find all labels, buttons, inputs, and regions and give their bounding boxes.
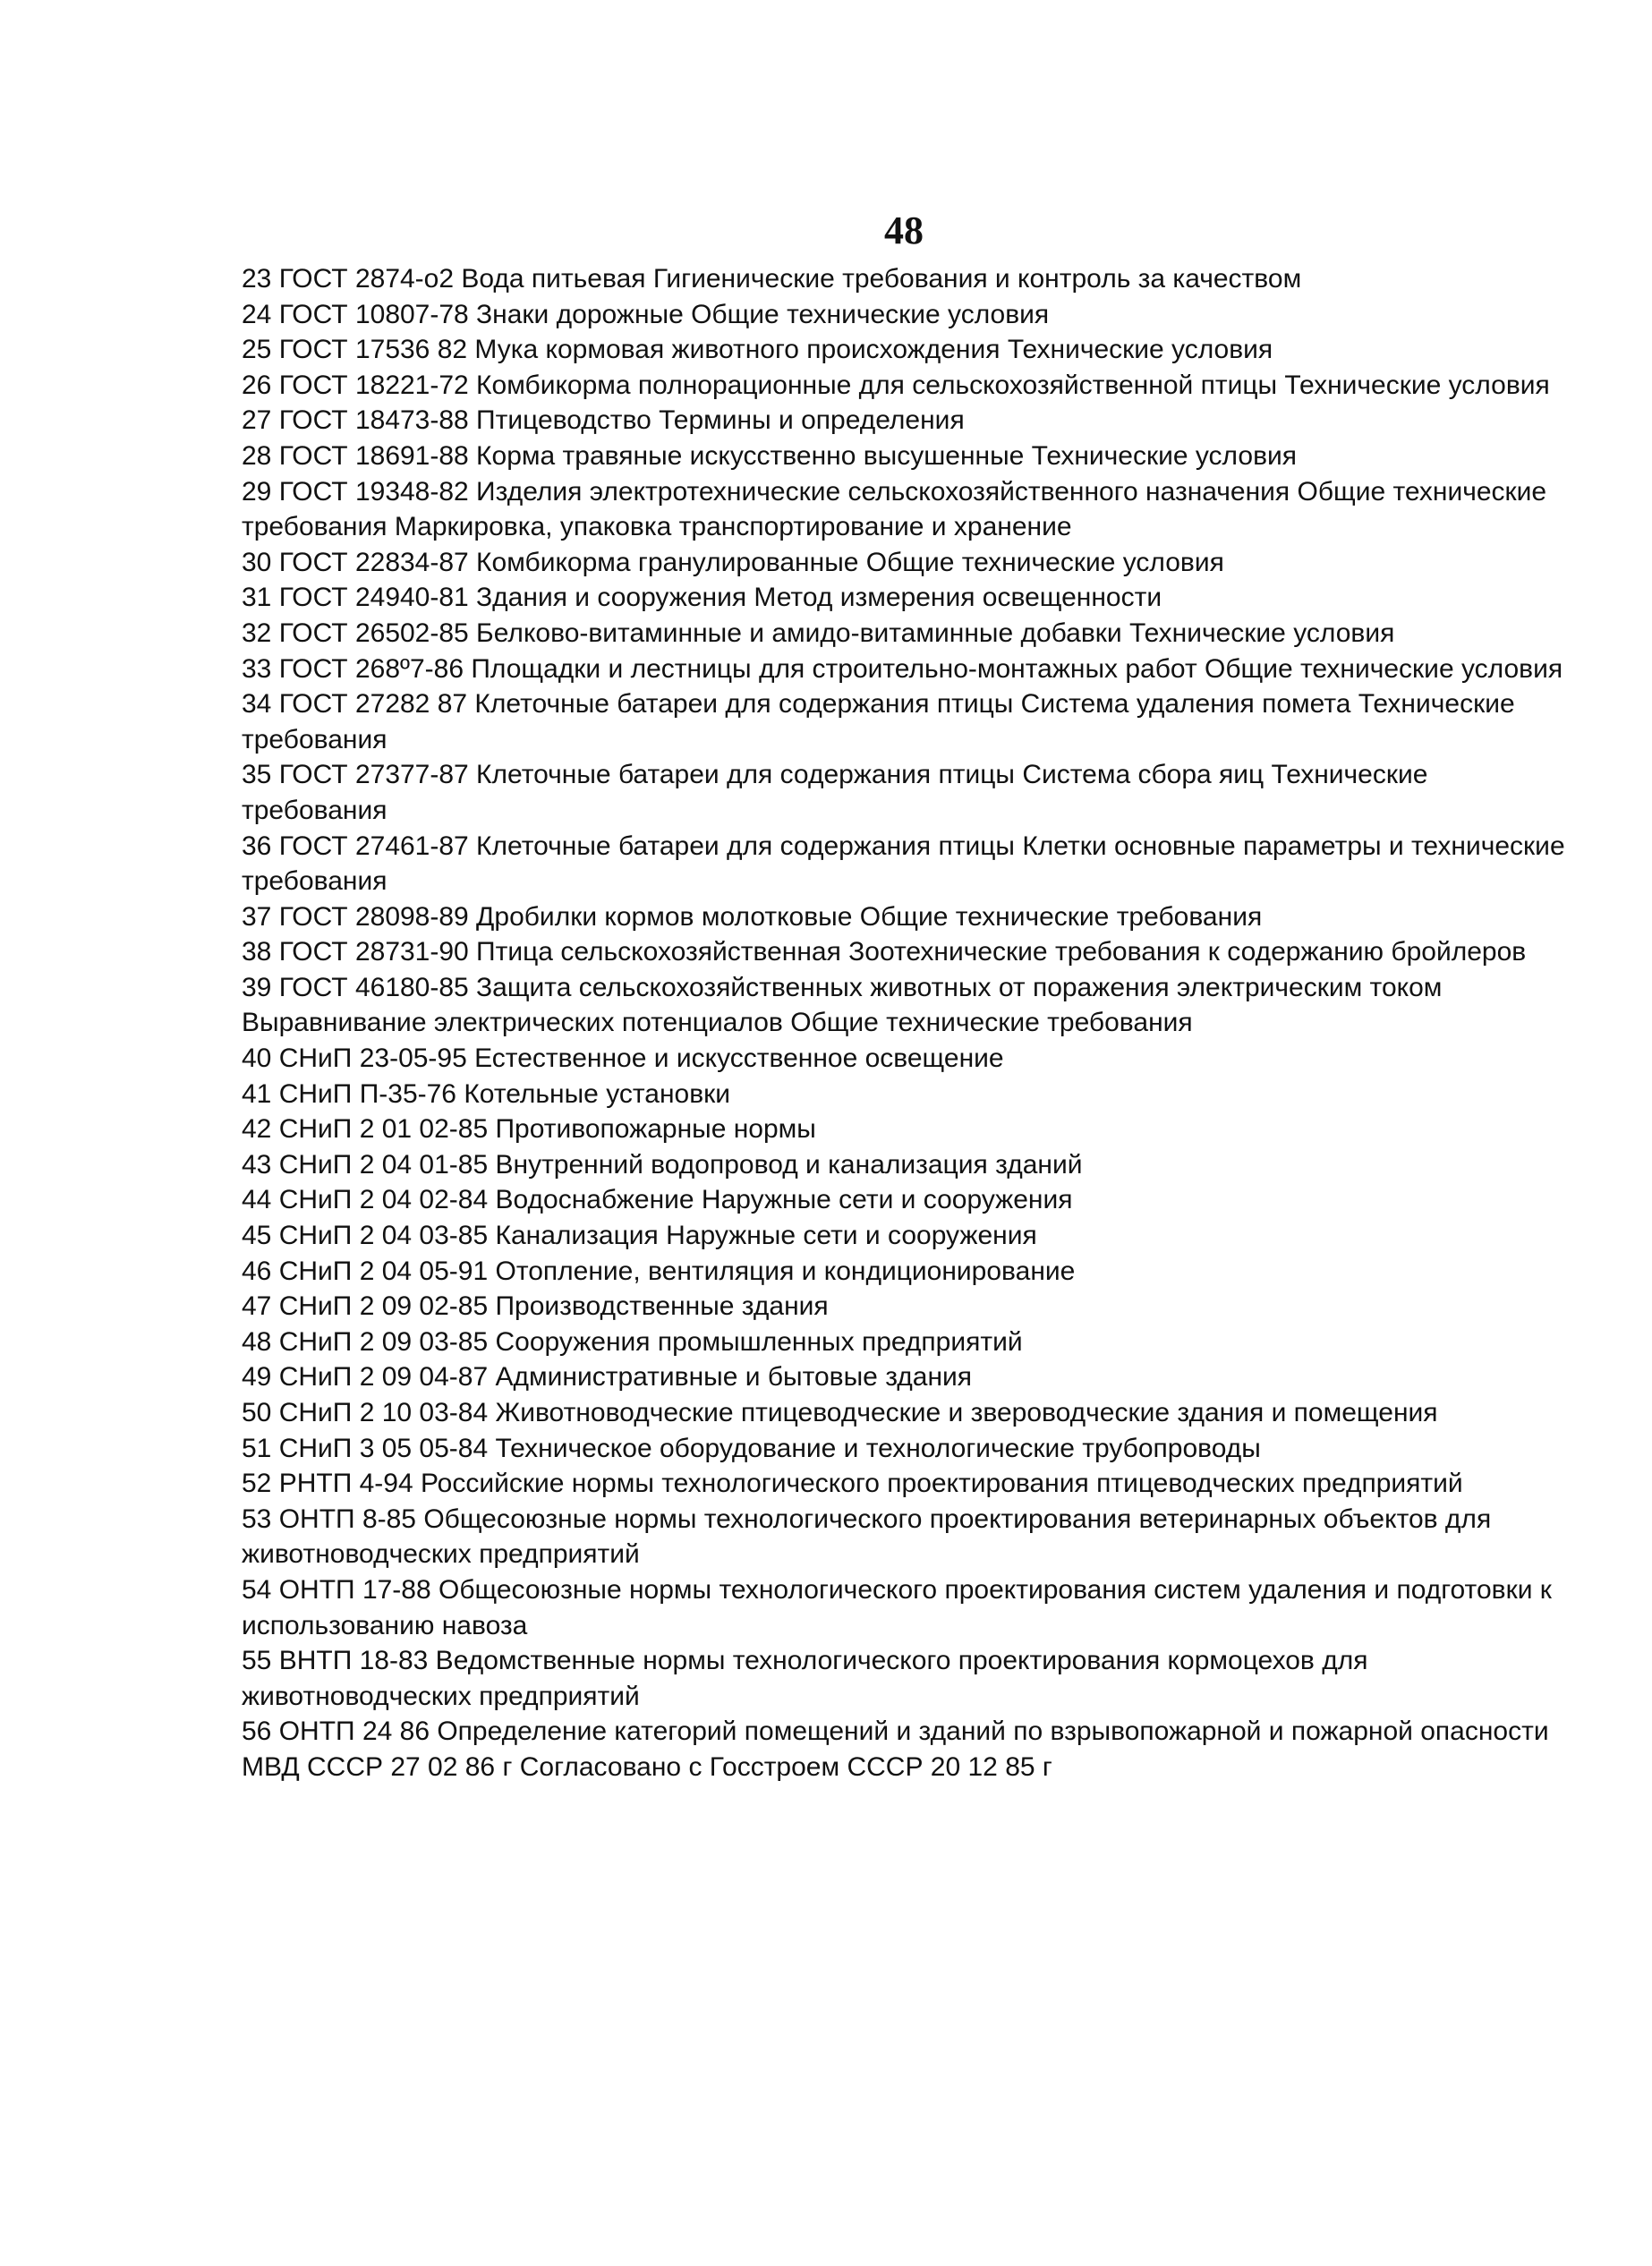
item-text: ГОСТ 27282 87 Клеточные батареи для содержания птицы Система удаления помета Технические требования bbox=[242, 689, 1522, 754]
list-item bbox=[242, 829, 1572, 899]
item-text: ОНТП 17-88 Общесоюзные нормы технологического проектирования систем удаления и подготовки к использованию навоза bbox=[242, 1574, 1560, 1640]
item-number: 30 bbox=[242, 547, 272, 577]
list-item bbox=[242, 297, 1566, 333]
reference-list bbox=[242, 261, 1572, 1785]
item-text: ГОСТ 26502-85 Белково-витаминные и амидо-витаминные добавки Технические условия bbox=[278, 618, 1395, 648]
list-item bbox=[242, 616, 1566, 652]
item-number: 47 bbox=[242, 1291, 272, 1322]
item-number: 45 bbox=[242, 1221, 272, 1251]
item-text: ГОСТ 24940-81 Здания и сооружения Метод измерения освещенности bbox=[278, 583, 1162, 613]
item-text: СНиП 2 01 02-85 Противопожарные нормы bbox=[278, 1114, 816, 1145]
list-item bbox=[242, 1147, 1566, 1183]
item-text: ГОСТ 27377-87 Клеточные батареи для содержания птицы Система сбора яиц Технические требования bbox=[242, 760, 1435, 825]
item-number: 28 bbox=[242, 440, 272, 471]
item-number: 29 bbox=[242, 476, 272, 507]
item-text: ГОСТ 268º7-86 Площадки и лестницы для строительно-монтажных работ Общие технические условия bbox=[278, 653, 1563, 684]
list-item bbox=[242, 652, 1566, 687]
item-text: ГОСТ 28731-90 Птица сельскохозяйственная Зоотехнические требования к содержанию бройлеров bbox=[278, 937, 1527, 967]
item-number: 51 bbox=[242, 1433, 272, 1463]
item-text: ГОСТ 18691-88 Корма травяные искусственно высушенные Технические условия bbox=[278, 440, 1298, 471]
item-number: 27 bbox=[242, 405, 272, 436]
item-number: 33 bbox=[242, 653, 272, 684]
item-number: 35 bbox=[242, 760, 272, 790]
item-number: 48 bbox=[242, 1326, 272, 1357]
item-number: 31 bbox=[242, 583, 272, 613]
item-text: СНиП 2 09 03-85 Сооружения промышленных предприятий bbox=[278, 1326, 1023, 1357]
list-item bbox=[242, 934, 1566, 970]
list-item bbox=[242, 1502, 1566, 1572]
item-number: 44 bbox=[242, 1185, 272, 1215]
item-number: 34 bbox=[242, 689, 272, 720]
item-text: ГОСТ 19348-82 Изделия электротехнические сельскохозяйственного назначения Общие технические требования Маркировка, упаковка транспортирование и хранение bbox=[242, 476, 1554, 542]
item-number: 26 bbox=[242, 370, 272, 400]
list-item bbox=[242, 1572, 1566, 1643]
list-item bbox=[242, 1077, 1566, 1112]
list-item bbox=[242, 1466, 1566, 1502]
item-number: 56 bbox=[242, 1717, 272, 1747]
page-number: 48 bbox=[884, 209, 924, 252]
list-item bbox=[242, 1218, 1566, 1254]
item-number: 54 bbox=[242, 1574, 272, 1605]
item-number: 42 bbox=[242, 1114, 272, 1145]
list-item bbox=[242, 1643, 1566, 1714]
item-text: СНиП 2 10 03-84 Животноводческие птицеводческие и звероводческие здания и помещения bbox=[278, 1398, 1438, 1427]
list-item bbox=[242, 1431, 1566, 1467]
item-text: ГОСТ 18221-72 Комбикорма полнорационные для сельскохозяйственной птицы Технические условия bbox=[278, 370, 1550, 400]
list-item bbox=[242, 899, 1566, 935]
item-number: 43 bbox=[242, 1149, 272, 1180]
item-number: 39 bbox=[242, 972, 272, 1002]
item-number: 37 bbox=[242, 901, 272, 932]
item-text: ГОСТ 22834-87 Комбикорма гранулированные Общие технические условия bbox=[278, 547, 1224, 577]
item-text: ОНТП 24 86 Определение категорий помещений и зданий по взрывопожарной и пожарной опасности МВД СССР 27 02 86 г Согласовано с Госстроем СССР 20 12 85 г bbox=[242, 1717, 1556, 1782]
item-text: ГОСТ 46180-85 Защита сельскохозяйственных животных от поражения электрическим током Выравнивание электрических потенциалов Общие технические требования bbox=[242, 972, 1450, 1038]
item-text: ГОСТ 18473-88 Птицеводство Термины и определения bbox=[278, 405, 965, 436]
item-text: ОНТП 8-85 Общесоюзные нормы технологического проектирования ветеринарных объектов для животноводческих предприятий bbox=[242, 1504, 1499, 1570]
list-item bbox=[242, 474, 1566, 545]
item-number: 24 bbox=[242, 299, 272, 329]
item-number: 23 bbox=[242, 264, 272, 294]
item-text: СНиП 2 04 02-84 Водоснабжение Наружные сети и сооружения bbox=[278, 1185, 1073, 1215]
list-item bbox=[242, 261, 1566, 297]
item-text: СНиП П-35-76 Котельные установки bbox=[278, 1078, 731, 1109]
item-number: 36 bbox=[242, 831, 272, 861]
list-item bbox=[242, 1289, 1566, 1325]
item-text: РНТП 4-94 Российские нормы технологического проектирования птицеводческих предприятий bbox=[278, 1469, 1463, 1499]
list-item bbox=[242, 1182, 1566, 1218]
item-text: СНиП 2 04 03-85 Канализация Наружные сети и сооружения bbox=[278, 1221, 1037, 1251]
item-text: ГОСТ 2874-о2 Вода питьевая Гигиенические требования и контроль за качеством bbox=[278, 264, 1302, 294]
item-number: 38 bbox=[242, 937, 272, 967]
list-item bbox=[242, 332, 1566, 368]
list-item bbox=[242, 1714, 1566, 1785]
list-item bbox=[242, 545, 1566, 581]
list-item bbox=[242, 1395, 1566, 1431]
list-item bbox=[242, 1112, 1566, 1147]
item-number: 52 bbox=[242, 1469, 272, 1499]
item-text: СНиП 3 05 05-84 Техническое оборудование и технологические трубопроводы bbox=[278, 1433, 1261, 1463]
list-item bbox=[242, 970, 1566, 1041]
item-number: 49 bbox=[242, 1362, 272, 1393]
item-text: ГОСТ 17536 82 Мука кормовая животного происхождения Технические условия bbox=[278, 335, 1273, 365]
item-number: 55 bbox=[242, 1646, 272, 1676]
item-text: ГОСТ 27461-87 Клеточные батареи для содержания птицы Клетки основные параметры и технические требования bbox=[242, 831, 1572, 897]
item-text: СНиП 2 09 02-85 Производственные здания bbox=[278, 1291, 829, 1322]
list-item bbox=[242, 1041, 1566, 1077]
item-number: 46 bbox=[242, 1256, 272, 1286]
item-text: СНиП 23-05-95 Естественное и искусственное освещение bbox=[278, 1044, 1004, 1074]
list-item bbox=[242, 686, 1566, 757]
item-number: 25 bbox=[242, 335, 272, 365]
item-number: 40 bbox=[242, 1044, 272, 1074]
list-item bbox=[242, 1325, 1566, 1360]
item-text: СНиП 2 04 01-85 Внутренний водопровод и канализация зданий bbox=[278, 1149, 1083, 1180]
list-item bbox=[242, 580, 1566, 616]
list-item bbox=[242, 439, 1566, 474]
item-number: 41 bbox=[242, 1078, 272, 1109]
item-text: ГОСТ 10807-78 Знаки дорожные Общие технические условия bbox=[278, 299, 1050, 329]
list-item bbox=[242, 757, 1566, 828]
list-item bbox=[242, 368, 1566, 404]
list-item bbox=[242, 1359, 1566, 1395]
item-text: СНиП 2 09 04-87 Административные и бытовые здания bbox=[278, 1362, 973, 1393]
item-text: ГОСТ 28098-89 Дробилки кормов молотковые Общие технические требования bbox=[278, 901, 1263, 932]
list-item bbox=[242, 1254, 1566, 1290]
item-number: 53 bbox=[242, 1504, 272, 1534]
item-text: СНиП 2 04 05-91 Отопление, вентиляция и кондиционирование bbox=[278, 1256, 1076, 1286]
item-text: ВНТП 18-83 Ведомственные нормы технологического проектирования кормоцехов для животноводческих предприятий bbox=[242, 1646, 1375, 1711]
item-number: 32 bbox=[242, 618, 272, 648]
item-number: 50 bbox=[242, 1398, 272, 1427]
list-item bbox=[242, 403, 1566, 439]
